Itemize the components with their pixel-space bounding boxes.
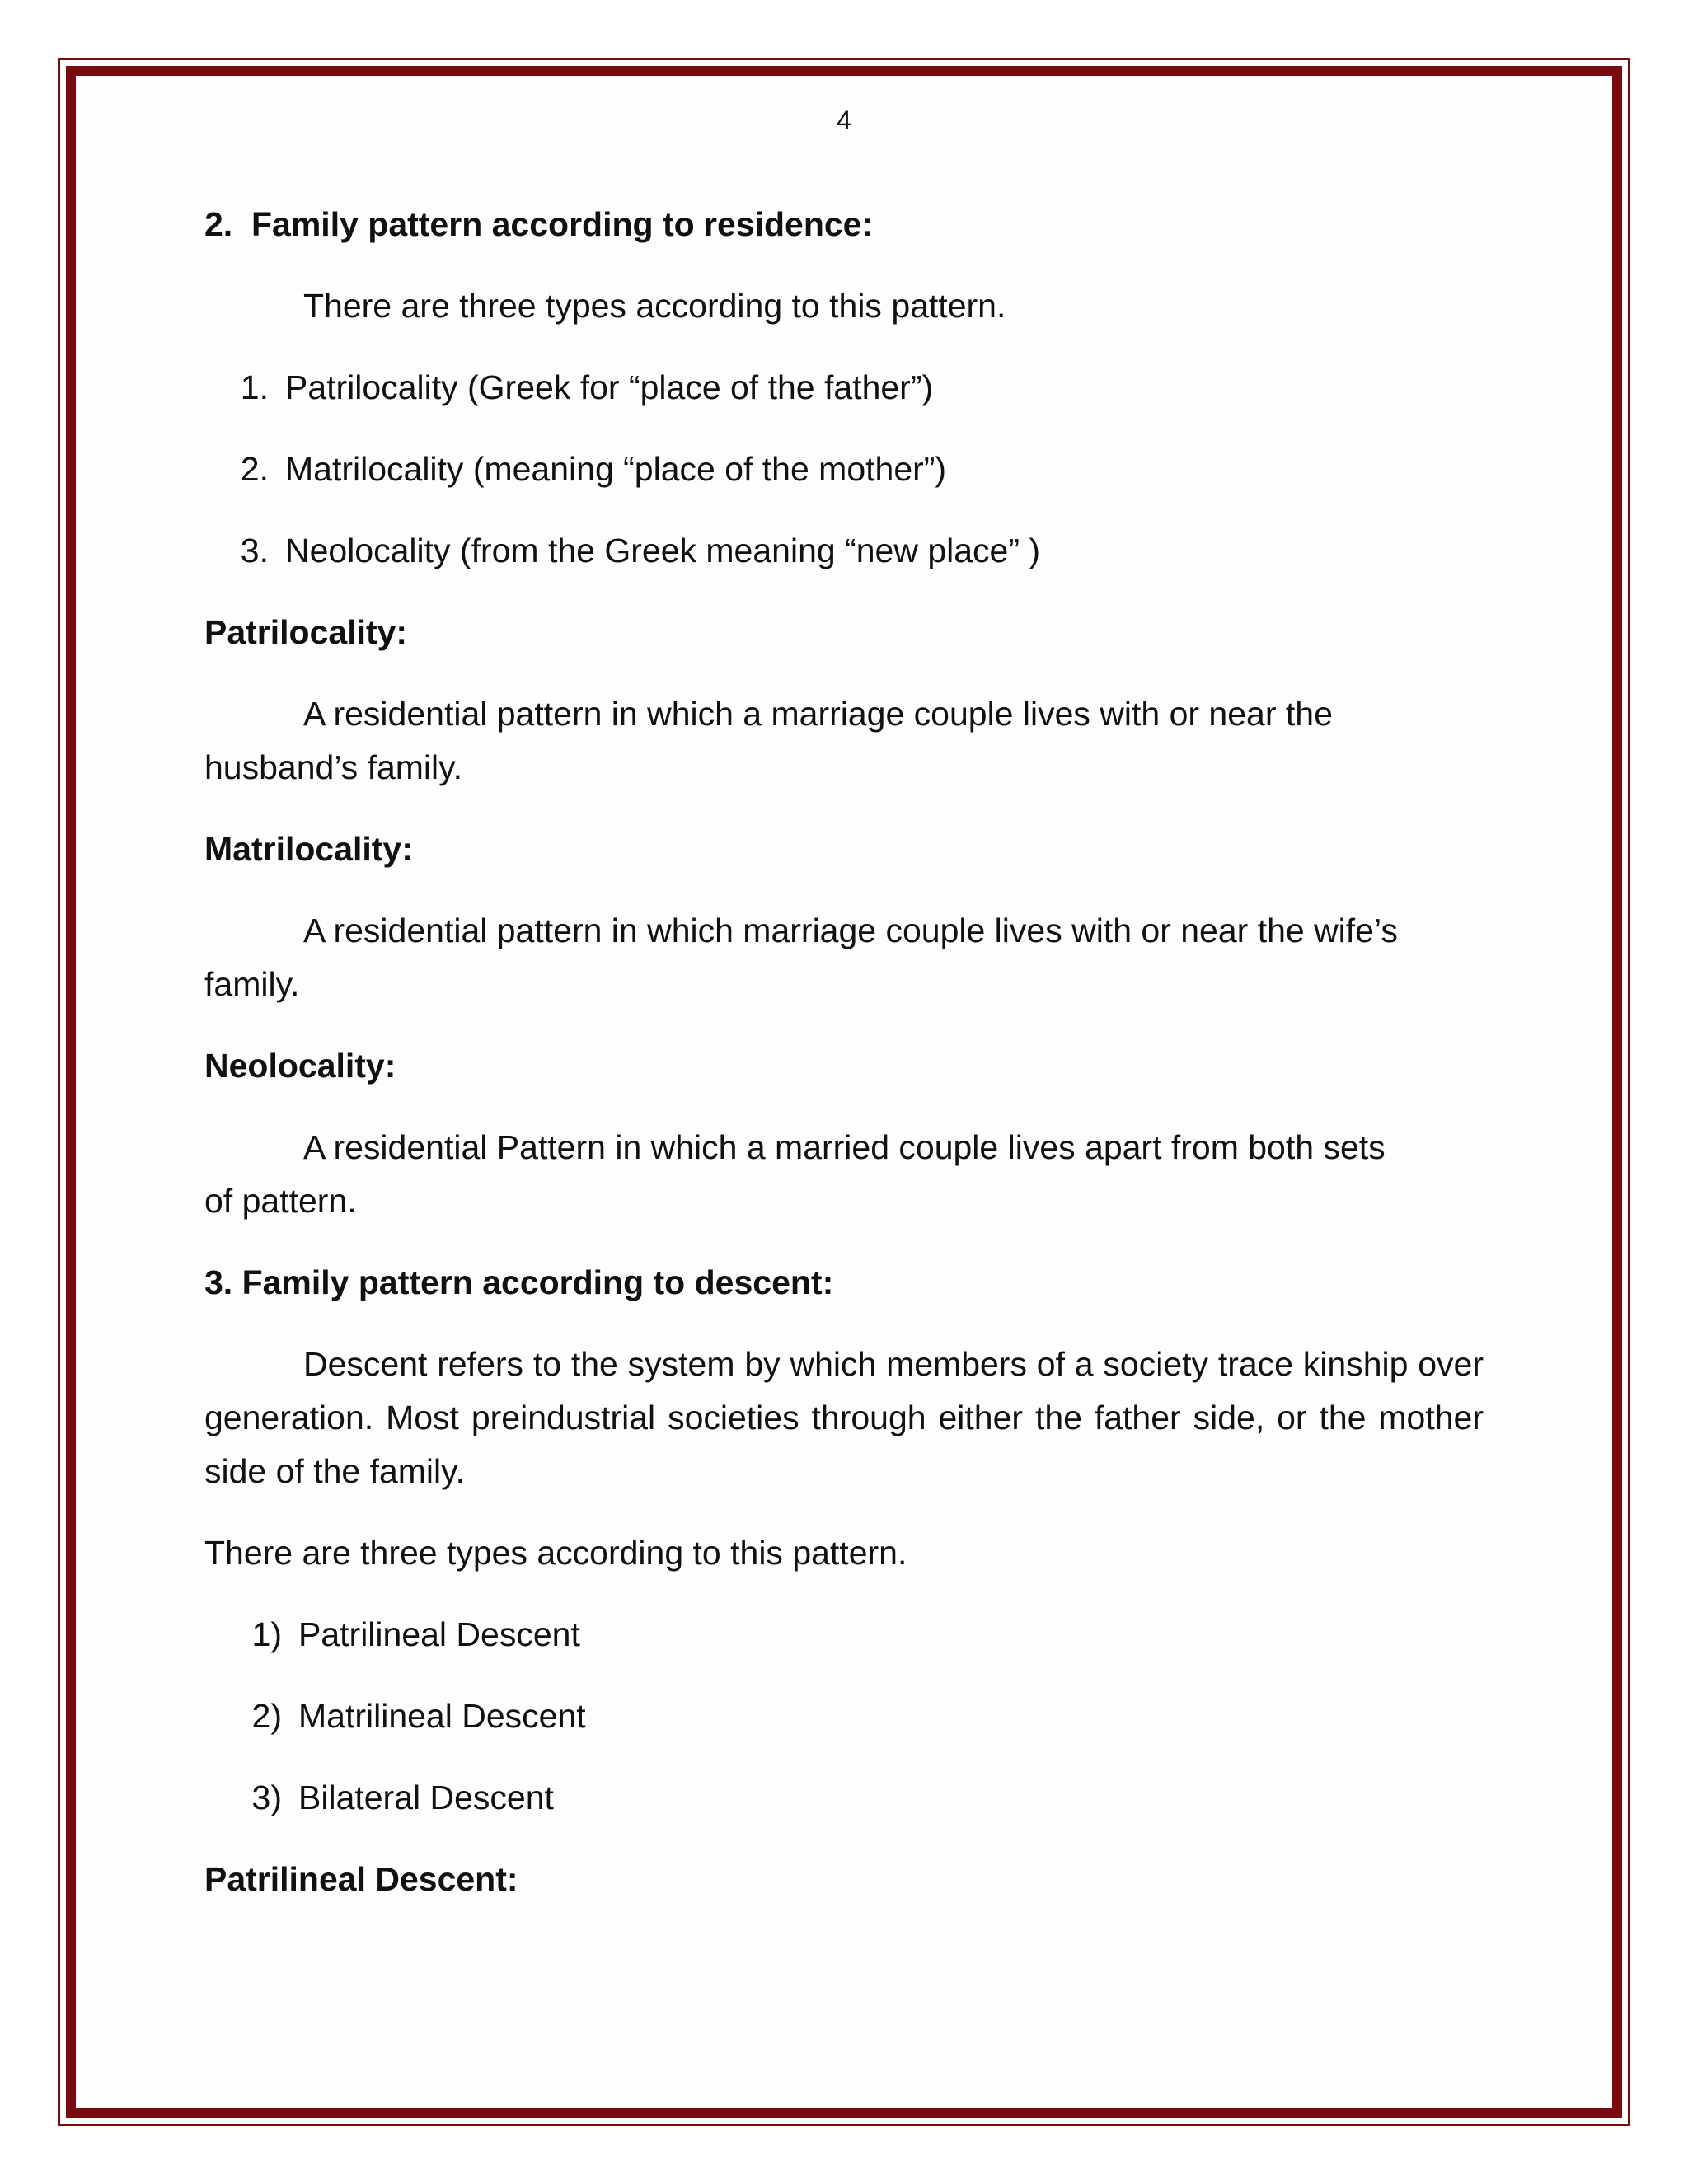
section-heading-descent: 3. Family pattern according to descent: [204,1263,834,1301]
section-heading-residence [204,198,1484,251]
list-item-text: Patrilocality (Greek for “place of the father”) [285,368,934,406]
list-item-number: 1) [251,1615,282,1653]
list-item [204,443,1484,496]
list-item-number: 3. [240,532,269,569]
definition-text [204,687,1484,794]
definition-line: A residential Pattern in which a married couple lives apart from both sets [303,1128,1386,1166]
descent-intro: There are three types according to this pattern. [204,1534,907,1572]
page-number: 4 [837,105,851,135]
list-item [204,361,1484,415]
definition-text [204,1121,1484,1228]
page-content [204,198,1484,1934]
definition-line: A residential pattern in which marriage couple lives with or near the wife’s [303,912,1398,949]
list-item [204,1608,1484,1661]
list-item [204,524,1484,578]
sub-heading-patrilineal: Patrilineal Descent: [204,1860,518,1898]
list-item [204,1771,1484,1825]
list-item-text: Bilateral Descent [298,1779,554,1816]
section-heading-number: 2. [204,205,233,243]
list-item-text: Patrilineal Descent [298,1615,580,1653]
list-item-text: Matrilocality (meaning “place of the mother”) [285,450,947,488]
list-item-text: Neolocality (from the Greek meaning “new place” ) [285,532,1041,569]
section-heading-text: Family pattern according to residence: [251,205,874,243]
definition-term: Patrilocality: [204,613,408,651]
list-item [204,1690,1484,1743]
list-item-number: 2. [240,450,269,488]
list-item-number: 1. [240,368,269,406]
list-item-number: 2) [251,1697,282,1735]
definition-line: family. [204,965,300,1003]
definition-term: Neolocality: [204,1047,396,1085]
definition-line: A residential pattern in which a marriage couple lives with or near the [303,695,1333,733]
definition-text [204,904,1484,1011]
residence-intro: There are three types according to this pattern. [303,287,1006,325]
definition-line: husband’s family. [204,748,462,786]
descent-paragraph: Descent refers to the system by which members of a society trace kinship over generation. Most preindustrial societies through either the father side, or the mother side of the family. [204,1345,1484,1490]
list-item-number: 3) [251,1779,282,1816]
definition-term: Matrilocality: [204,830,413,868]
definition-line: of pattern. [204,1182,357,1220]
list-item-text: Matrilineal Descent [298,1697,586,1735]
